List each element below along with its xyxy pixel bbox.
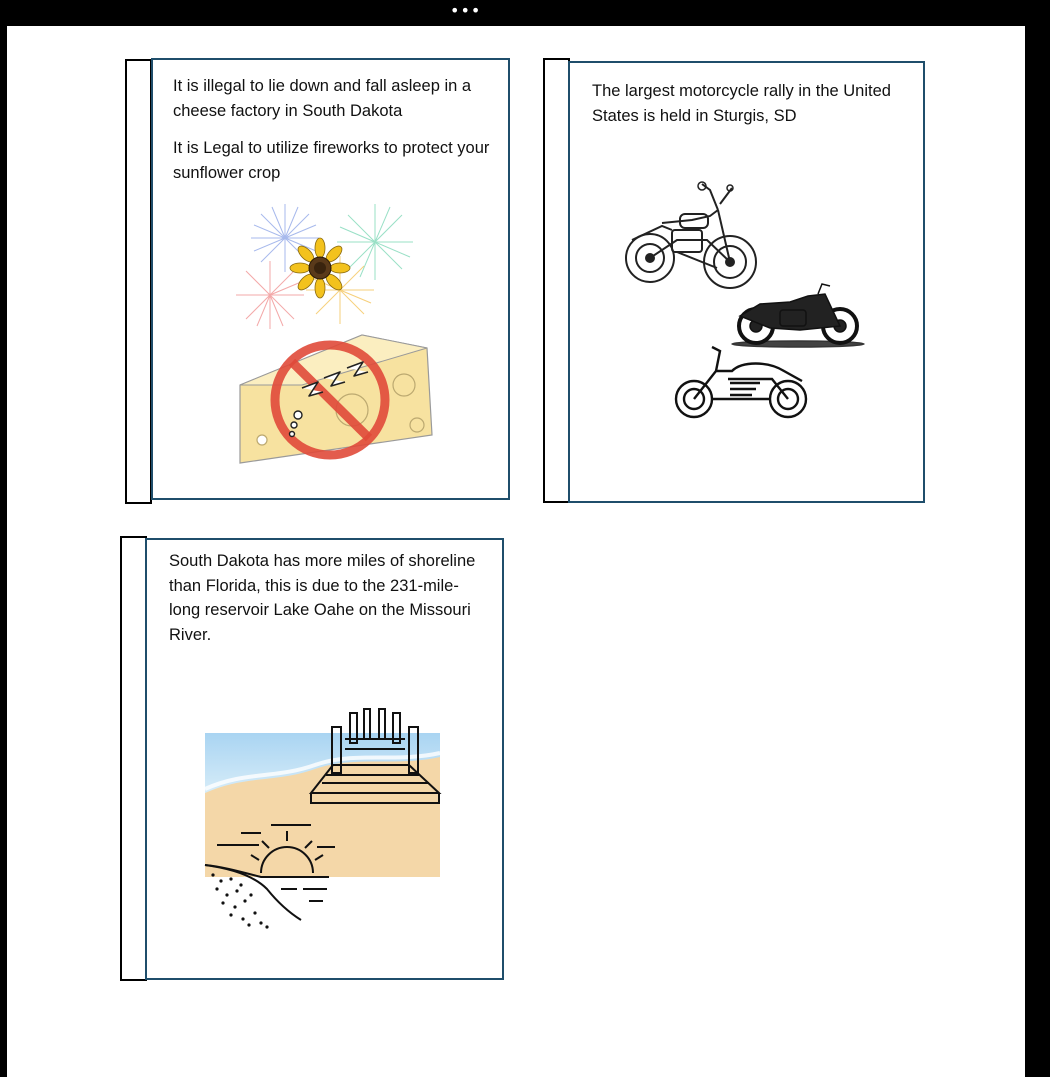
fireworks-fact-text: It is Legal to utilize fireworks to protect your sunflower crop [173,139,490,182]
motorcycle-1-icon [622,178,762,298]
shoreline-fact-text: South Dakota has more miles of shoreline than Florida, this is due to the 231-mile-long reservoir Lake Oahe on the Missouri River. [169,552,476,644]
sturgis-fact-text: The largest motorcycle rally in the United States is held in Sturgis, SD [592,82,891,125]
cheese-no-sleep-icon [232,330,437,468]
more-options-icon[interactable]: ••• [450,1,482,20]
card-tab-cheese [125,59,152,504]
scrollbar-track[interactable] [1025,26,1050,1077]
top-toolbar [0,0,1050,26]
beach-dock-sunset-icon [205,705,445,935]
card-tab-sturgis [543,58,570,503]
fireworks-sunflower-icon [230,200,420,335]
cheese-fact-text: It is illegal to lie down and fall asleep in a cheese factory in South Dakota [173,77,472,120]
card-tab-shoreline [120,536,147,981]
motorcycle-3-icon [672,343,812,423]
motorcycle-2-icon [730,282,870,350]
